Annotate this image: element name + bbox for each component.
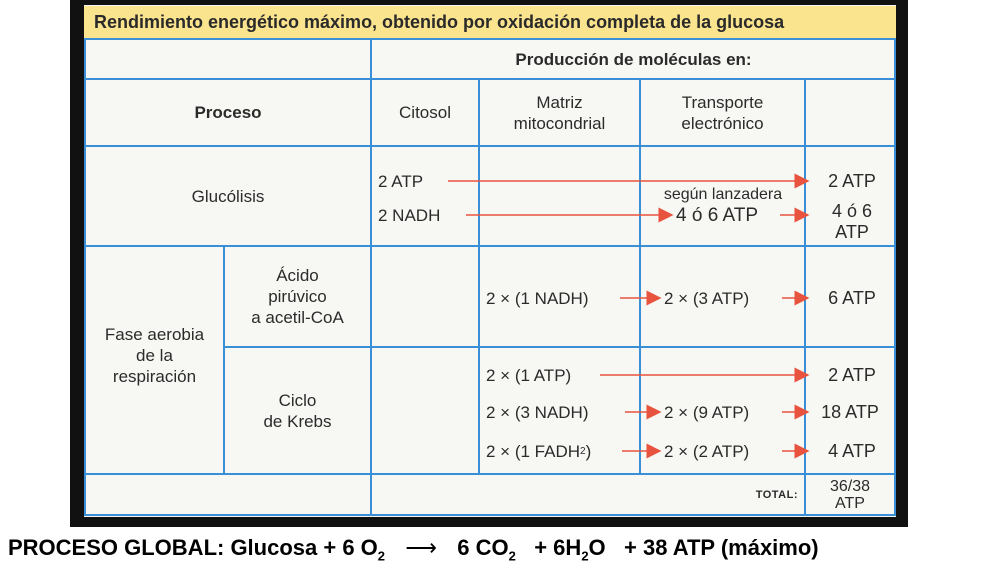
header-transporte: Transporte electrónico — [681, 92, 764, 133]
formula-atp: + 38 ATP (máximo) — [624, 535, 819, 560]
glucolisis-result-atp: 2 ATP — [828, 170, 876, 191]
transport-value: 4 ó 6 ATP — [676, 204, 759, 226]
krebs-fadh-subscript: 2 — [580, 445, 586, 457]
total-value: 36/38 ATP — [829, 478, 871, 512]
piruvico-result: 6 ATP — [828, 287, 876, 308]
piruvico-matriz: 2 × (1 NADH) — [486, 288, 589, 308]
glucolisis-result-nadh: 4 ó 6 ATP — [831, 201, 873, 242]
transport-note: según lanzadera — [663, 185, 783, 203]
row-piruvico-label: Ácido pirúvico a acetil-CoA — [251, 266, 344, 327]
krebs-fadh-close: ) — [585, 441, 592, 461]
row-glucolisis-label: Glucólisis — [191, 186, 265, 206]
table-title: Rendimiento energético máximo, obtenido por oxidación completa de la glucosa — [84, 6, 896, 39]
glucolisis-citosol-nadh: 2 NADH — [378, 205, 441, 225]
krebs-transporte-nadh: 2 × (9 ATP) — [664, 402, 750, 422]
formula-co2-subscript: 2 — [508, 548, 516, 564]
formula-o2-subscript: 2 — [377, 548, 386, 564]
formula-arrow: ⟶ — [405, 535, 437, 560]
formula-water-end: O — [588, 535, 606, 560]
header-proceso: Proceso — [194, 103, 262, 122]
row-krebs-label: Ciclo de Krebs — [263, 390, 332, 431]
formula-water-subscript: 2 — [581, 548, 589, 564]
glucolisis-citosol-atp: 2 ATP — [378, 171, 424, 191]
krebs-matriz-atp: 2 × (1 ATP) — [486, 365, 572, 385]
formula-water: + 6H — [534, 535, 582, 560]
formula-co2: 6 CO — [457, 535, 509, 560]
krebs-transporte-fadh: 2 × (2 ATP) — [664, 441, 750, 461]
total-label: TOTAL: — [755, 488, 798, 501]
global-process-formula — [8, 535, 998, 575]
krebs-result-fadh: 4 ATP — [828, 440, 876, 461]
formula-prefix: PROCESO GLOBAL: Glucosa + 6 O — [8, 535, 378, 560]
krebs-result-atp: 2 ATP — [828, 364, 876, 385]
krebs-matriz-nadh: 2 × (3 NADH) — [486, 402, 589, 422]
krebs-result-nadh: 18 ATP — [821, 401, 879, 422]
krebs-matriz-fadh — [486, 440, 626, 462]
row-fase-aerobia-label: Fase aerobia de la respiración — [104, 324, 205, 386]
production-header: Producción de moléculas en: — [515, 49, 752, 69]
krebs-fadh-text: 2 × (1 FADH — [486, 441, 581, 461]
header-citosol: Citosol — [399, 103, 451, 122]
header-matriz: Matriz mitocondrial — [513, 92, 606, 133]
piruvico-transporte: 2 × (3 ATP) — [664, 288, 750, 308]
